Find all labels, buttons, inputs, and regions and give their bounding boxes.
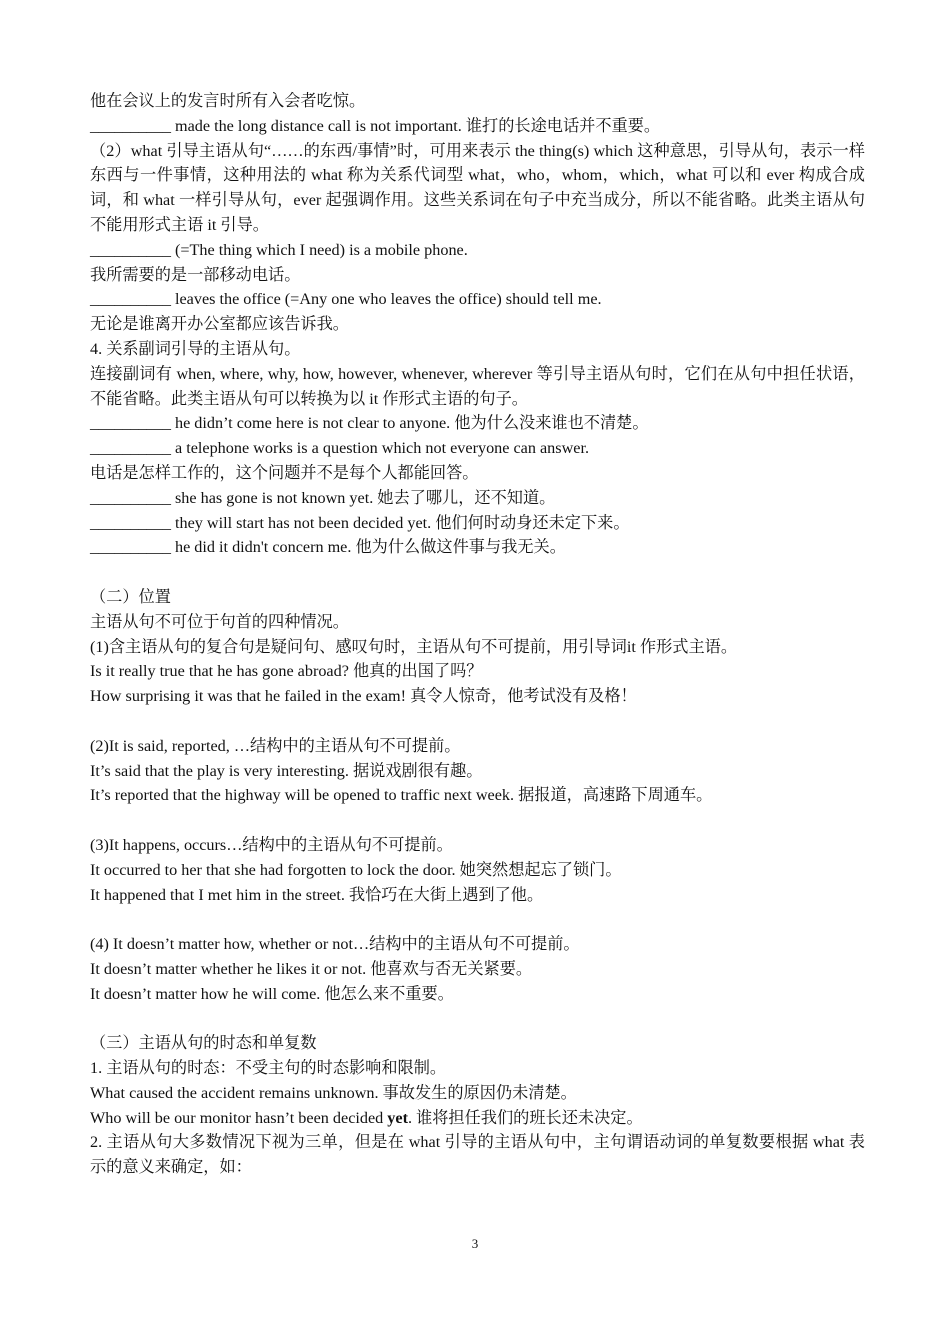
text-line: It doesn’t matter whether he likes it or not. 他喜欢与否无关紧要。	[90, 959, 533, 978]
text-line: It occurred to her that she had forgotten to lock the door. 她突然想起忘了锁门。	[90, 860, 622, 879]
text-line: 他在会议上的发言时所有入会者吃惊。	[90, 92, 366, 110]
text-line: (4) It doesn’t matter how, whether or not…结构中的主语从句不可提前。	[90, 935, 580, 954]
text-line: 电话是怎样工作的，这个问题并不是每个人都能回答。	[90, 463, 479, 482]
text-segment: . 谁将担任我们的班长还未决定。	[407, 1108, 643, 1127]
section-heading: 4. 关系副词引导的主语从句。	[90, 339, 301, 358]
text-line	[90, 1106, 865, 1131]
text-line: It doesn’t matter how he will come. 他怎么来不重要。	[90, 984, 454, 1003]
blank-line	[90, 1006, 865, 1031]
text-line: It happened that I met him in the street. 我恰巧在大街上遇到了他。	[90, 885, 544, 904]
paragraph: 连接副词有 when, where, why, how, however, whenever, wherever 等引导主语从句时，它们在从句中担任状语，不能省略。此类主语从句可以转换为以 it 作形式主语的句子。	[90, 364, 865, 408]
text-line: It’s said that the play is very interesting. 据说戏剧很有趣。	[90, 761, 483, 780]
text-line: It’s reported that the highway will be opened to traffic next week. 据报道，高速路下周通车。	[90, 786, 713, 805]
blank-line	[90, 709, 865, 734]
page-number: 3	[471, 1236, 479, 1251]
text-line: __________ he did it didn't concern me. 他为什么做这件事与我无关。	[90, 538, 566, 557]
text-line: (3)It happens, occurs…结构中的主语从句不可提前。	[90, 835, 453, 854]
text-line: (2)It is said, reported, …结构中的主语从句不可提前。	[90, 736, 461, 755]
text-line: __________ made the long distance call is not important. 谁打的长途电话并不重要。	[90, 116, 661, 135]
text-line: What caused the accident remains unknown. 事故发生的原因仍未清楚。	[90, 1083, 577, 1102]
blank-line	[90, 907, 865, 932]
blank-line	[90, 808, 865, 833]
text-line: 1. 主语从句的时态：不受主句的时态影响和限制。	[90, 1059, 447, 1078]
text-line: __________ leaves the office (=Any one who leaves the office) should tell me.	[90, 290, 602, 309]
text-line: 无论是谁离开办公室都应该告诉我。	[90, 315, 349, 334]
section-heading: （二）位置	[90, 587, 171, 606]
text-line: (1)含主语从句的复合句是疑问句、感叹句时，主语从句不可提前，用引导词it 作形式主语。	[90, 637, 738, 656]
text-line: Is it really true that he has gone abroad? 他真的出国了吗？	[90, 662, 483, 681]
text-line: 主语从句不可位于句首的四种情况。	[90, 612, 349, 631]
paragraph: （2）what 引导主语从句“……的东西/事情”时，可用来表示 the thing(s) which 这种意思，引导从句，表示一样东西与一件事情，这种用法的 what 称为关系代词型 what，who，whom，which，what 可以和 ever 构成合成词，和 what 一样引导从句，ever 起强调作用。这些关系词在句子中充当成分，所以不能省略。此类主语从句不能用形式主语 it 引导。	[90, 141, 865, 234]
text-line: __________ they will start has not been decided yet. 他们何时动身还未定下来。	[90, 513, 630, 532]
section-heading: （三）主语从句的时态和单复数	[90, 1034, 317, 1053]
text-line: How surprising it was that he failed in the exam! 真令人惊奇，他考试没有及格！	[90, 687, 637, 706]
bold-word: yet	[387, 1108, 408, 1127]
blank-line	[90, 560, 865, 585]
text-line: __________ (=The thing which I need) is a mobile phone.	[90, 240, 468, 259]
text-line: __________ a telephone works is a question which not everyone can answer.	[90, 439, 589, 458]
text-line: __________ she has gone is not known yet. 她去了哪儿，还不知道。	[90, 488, 556, 507]
text-line: __________ he didn’t come here is not clear to anyone. 他为什么没来谁也不清楚。	[90, 414, 649, 433]
text-segment: Who will be our monitor hasn’t been decided	[90, 1108, 388, 1127]
text-line: 我所需要的是一部移动电话。	[90, 265, 301, 284]
page-body	[90, 89, 865, 1180]
paragraph: 2. 主语从句大多数情况下视为三单，但是在 what 引导的主语从句中，主句谓语动词的单复数要根据 what 表示的意义来确定，如：	[90, 1133, 865, 1177]
